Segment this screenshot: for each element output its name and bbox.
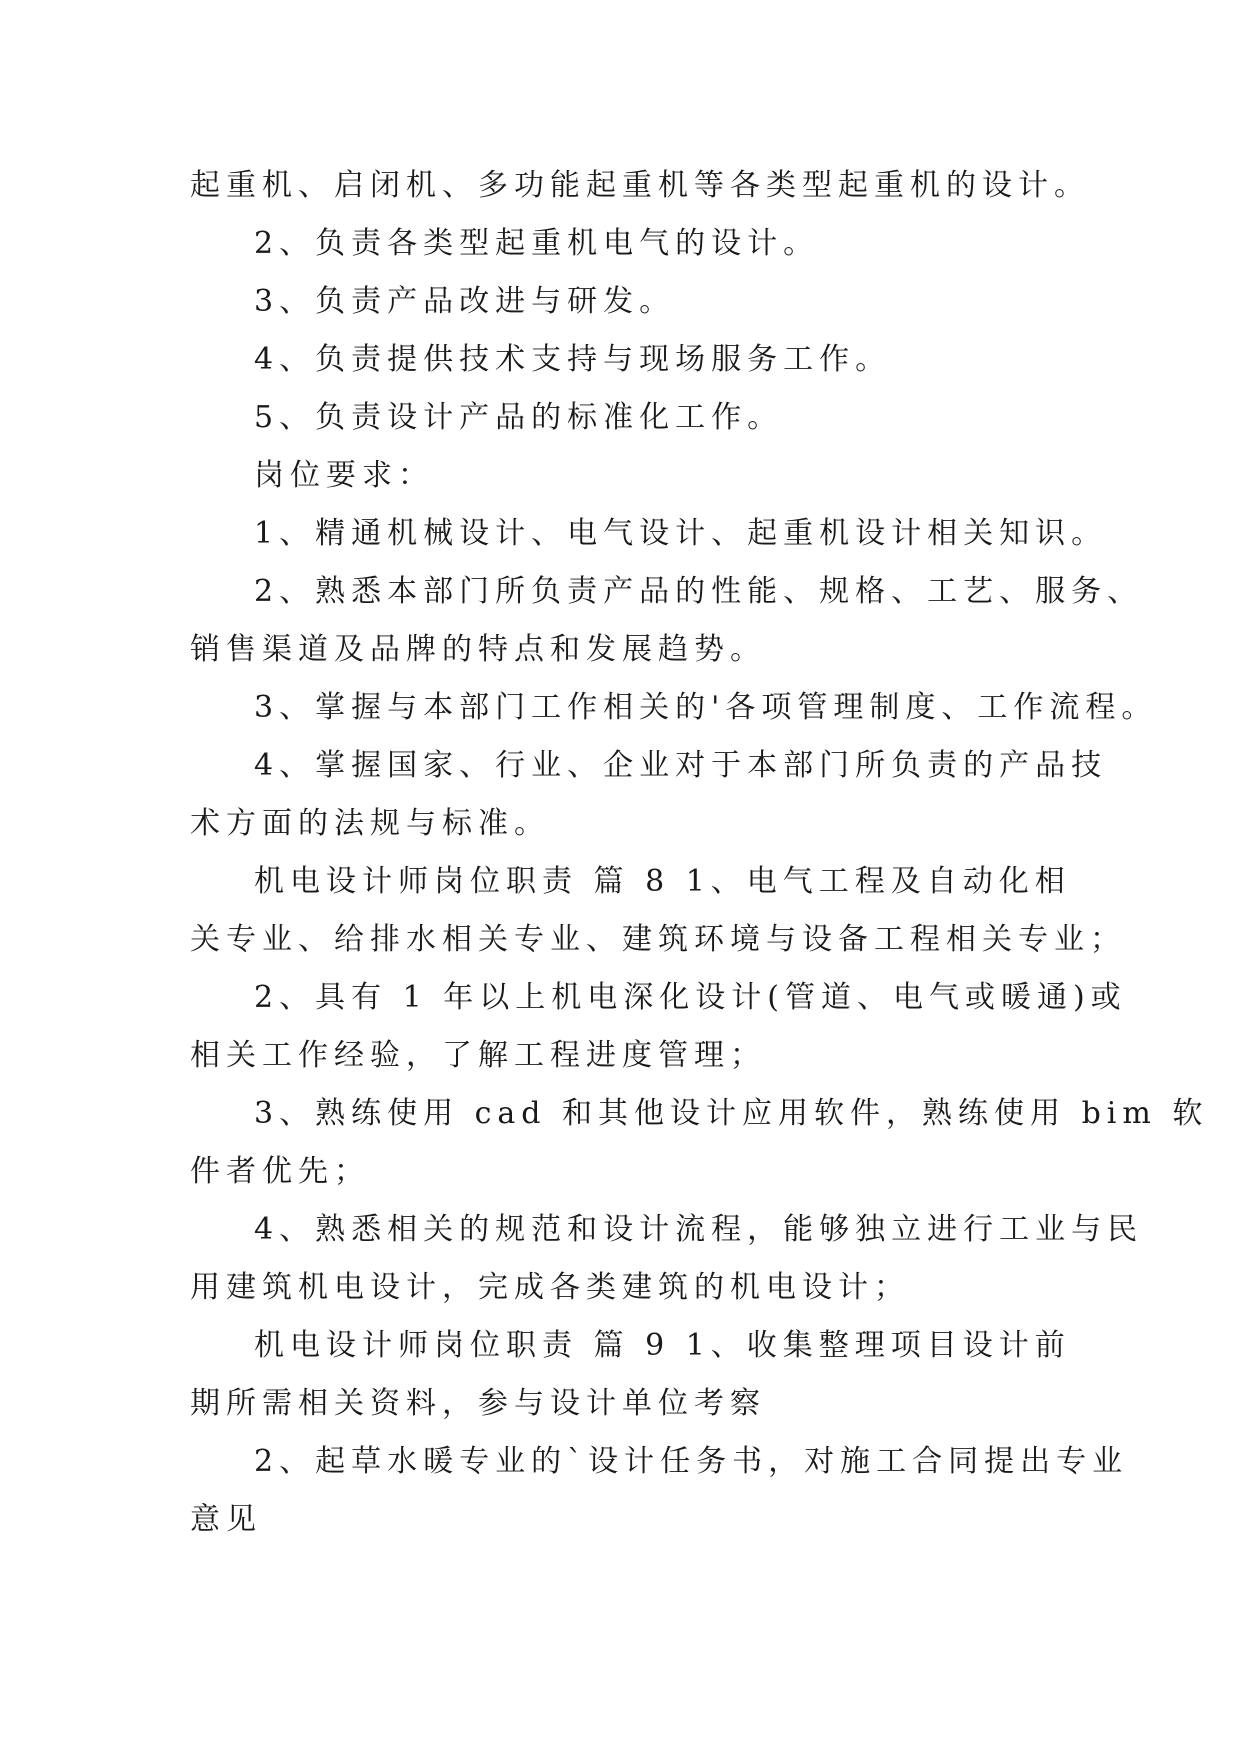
text-line: 销售渠道及品牌的特点和发展趋势。 — [190, 632, 766, 667]
document-body — [190, 157, 1209, 1549]
text-line: 2、熟悉本部门所负责产品的性能、规格、工艺、服务、 — [254, 574, 1144, 609]
text-line: 机电设计师岗位职责 篇 8 1、电气工程及自动化相 — [254, 864, 1071, 899]
text-line: 2、负责各类型起重机电气的设计。 — [254, 226, 820, 261]
text-line: 用建筑机电设计，完成各类建筑的机电设计； — [190, 1270, 910, 1305]
text-line: 件者优先； — [190, 1154, 370, 1189]
text-line: 术方面的法规与标准。 — [190, 806, 550, 841]
text-line: 意见 — [190, 1502, 262, 1537]
text-line: 3、掌握与本部门工作相关的'各项管理制度、工作流程。 — [254, 690, 1158, 725]
text-line: 5、负责设计产品的标准化工作。 — [254, 400, 784, 435]
text-line: 4、负责提供技术支持与现场服务工作。 — [254, 342, 892, 377]
text-line: 3、负责产品改进与研发。 — [254, 284, 676, 319]
text-line: 期所需相关资料，参与设计单位考察 — [190, 1386, 766, 1421]
text-line: 关专业、给排水相关专业、建筑环境与设备工程相关专业； — [190, 922, 1126, 957]
text-line: 1、精通机械设计、电气设计、起重机设计相关知识。 — [254, 516, 1108, 551]
text-line: 起重机、启闭机、多功能起重机等各类型起重机的设计。 — [190, 168, 1090, 203]
text-line: 4、熟悉相关的规范和设计流程，能够独立进行工业与民 — [254, 1212, 1144, 1247]
text-line: 2、具有 1 年以上机电深化设计(管道、电气或暖通)或 — [254, 980, 1127, 1015]
text-line: 相关工作经验，了解工程进度管理； — [190, 1038, 766, 1073]
text-line: 机电设计师岗位职责 篇 9 1、收集整理项目设计前 — [254, 1328, 1071, 1363]
text-line: 2、起草水暖专业的`设计任务书，对施工合同提出专业 — [254, 1444, 1129, 1479]
text-line: 3、熟练使用 cad 和其他设计应用软件，熟练使用 bim 软 — [254, 1096, 1209, 1131]
section-heading: 岗位要求： — [254, 458, 434, 493]
text-line: 4、掌握国家、行业、企业对于本部门所负责的产品技 — [254, 748, 1108, 783]
